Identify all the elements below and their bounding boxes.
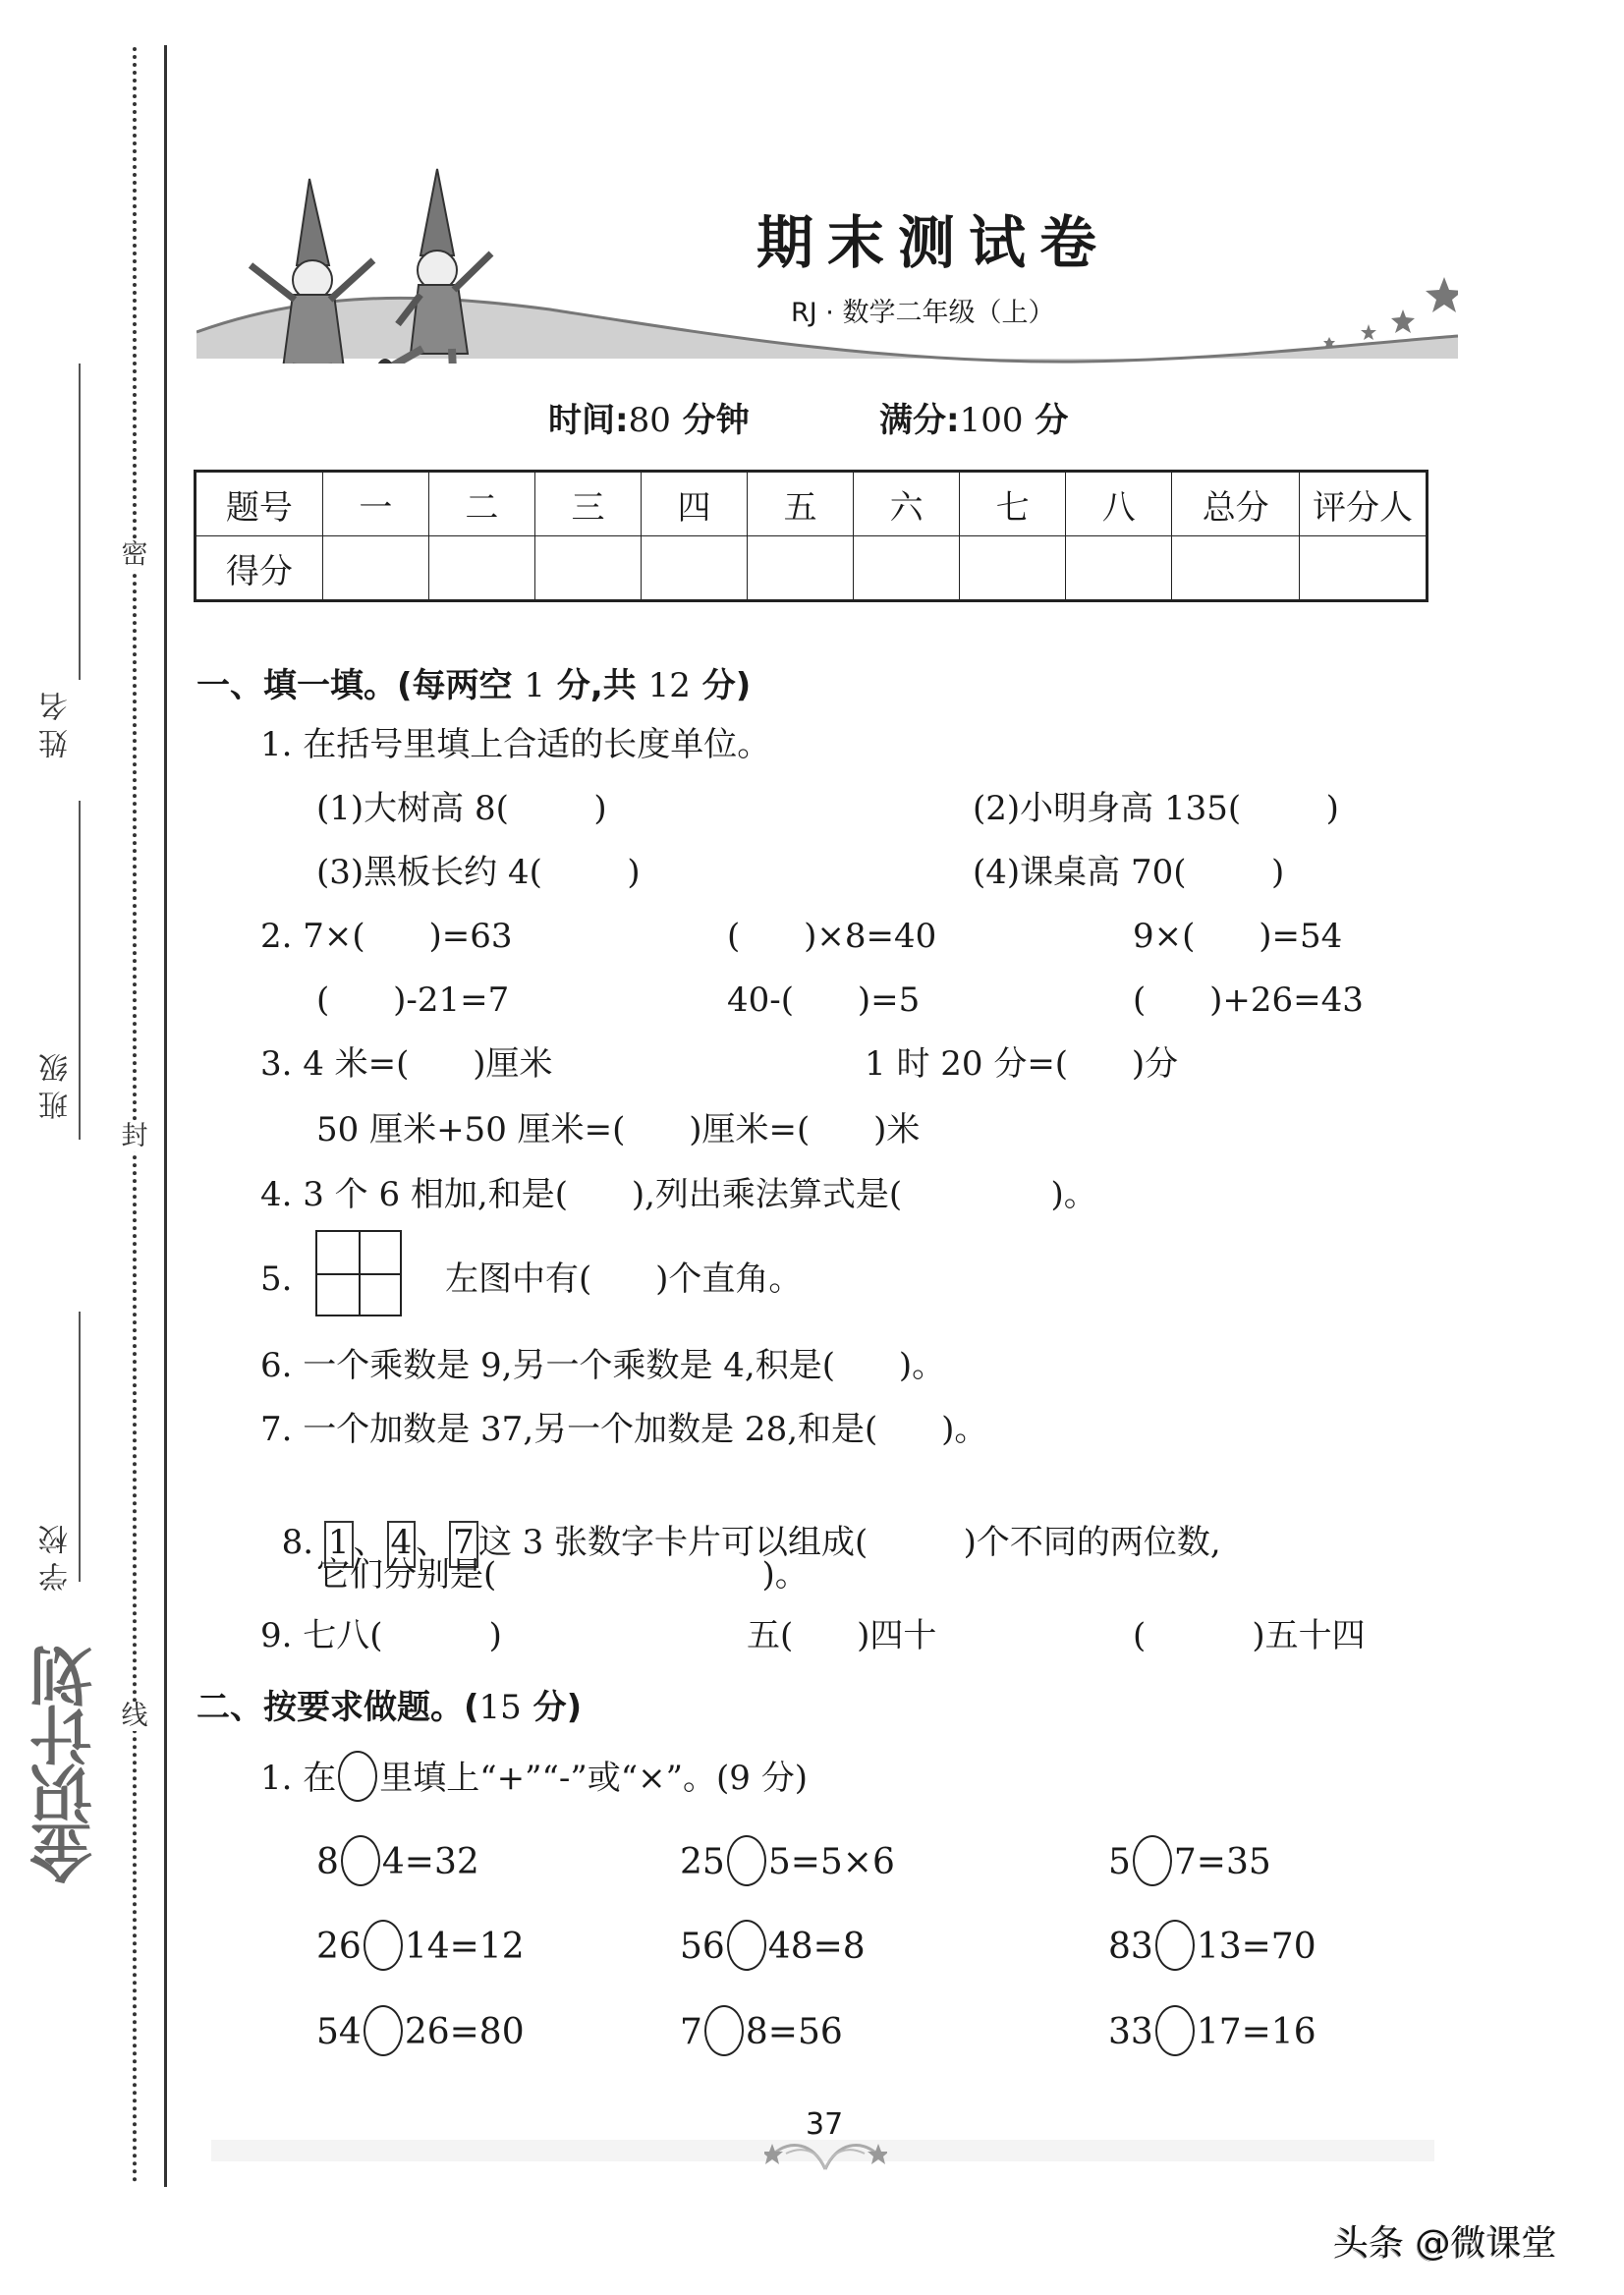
q2-r2c2[interactable]: 40-( )=5	[727, 980, 921, 1020]
table-header-cell: 一	[322, 472, 428, 536]
score-table-score-row	[196, 536, 1428, 601]
q2-r2c3[interactable]: ( )+26=43	[1133, 980, 1364, 1020]
digit-card-7: 7	[449, 1521, 478, 1568]
table-header-cell: 七	[960, 472, 1066, 536]
time-value: 80	[628, 401, 671, 440]
operator-circle-input[interactable]	[364, 1920, 403, 1971]
equation-row	[316, 1837, 479, 1890]
score-cell[interactable]	[1066, 536, 1172, 601]
seal-dotted-line	[133, 47, 137, 2184]
q8-text[interactable]: 这 3 张数字卡片可以组成( )个不同的两位数,	[477, 1523, 1221, 1562]
stem-text: 里填上“+”“-”或“×”。(9 分)	[379, 1759, 808, 1798]
score-table	[194, 470, 1428, 602]
q1-item-d[interactable]: (4)课桌高 70( )	[973, 853, 1285, 892]
q2-r1c2[interactable]: ( )×8=40	[727, 917, 937, 956]
operator-circle-input[interactable]	[727, 1920, 766, 1971]
score-row-label: 得分	[196, 536, 323, 601]
operand: 4=32	[381, 1842, 479, 1882]
equation-row	[680, 1922, 866, 1975]
operand: 7=35	[1173, 1842, 1271, 1882]
heading-number: 15	[478, 1688, 522, 1727]
score-cell[interactable]	[322, 536, 428, 601]
q2-r1c3[interactable]: 9×( )=54	[1133, 917, 1343, 956]
seal-char-mi: 密	[121, 539, 148, 570]
table-header-cell: 二	[428, 472, 534, 536]
q3-c[interactable]: 50 厘米+50 厘米=( )厘米=( )米	[316, 1110, 921, 1149]
score-cell[interactable]	[641, 536, 747, 601]
stem-text: 1. 在	[260, 1759, 337, 1798]
score-cell[interactable]	[534, 536, 641, 601]
right-angle-figure	[315, 1230, 402, 1316]
operand: 13=70	[1196, 1927, 1316, 1967]
class-field-line[interactable]	[79, 801, 81, 1140]
operand: 48=8	[767, 1927, 866, 1967]
score-label: 满分:	[879, 401, 960, 440]
class-label: 班级	[35, 1039, 79, 1126]
q3-b[interactable]: 1 时 20 分=( )分	[865, 1044, 1179, 1084]
heading-text: 一、填一填。(每两空	[196, 666, 525, 705]
q1-item-b[interactable]: (2)小明身高 135( )	[973, 789, 1339, 828]
score-table-header-row	[196, 472, 1428, 536]
q4[interactable]: 4. 3 个 6 相加,和是( ),列出乘法算式是( )。	[260, 1175, 1097, 1214]
operand: 17=16	[1196, 2012, 1316, 2052]
operand: 26=80	[404, 2012, 525, 2052]
operand: 5=5×6	[767, 1842, 895, 1882]
operator-circle-input[interactable]	[1155, 1920, 1195, 1971]
seal-char-xian: 线	[121, 1701, 148, 1731]
q9-a[interactable]: 9. 七八( )	[260, 1616, 502, 1655]
operand: 25	[680, 1842, 725, 1882]
exam-time	[548, 393, 750, 441]
heading-number: 12	[647, 666, 691, 705]
table-header-cell: 四	[641, 472, 747, 536]
operator-circle-input[interactable]	[341, 1835, 380, 1886]
heading-text: 分)	[521, 1688, 583, 1727]
operand: 83	[1108, 1927, 1153, 1967]
score-cell[interactable]	[1172, 536, 1300, 601]
q5-text[interactable]: 左图中有( )个直角。	[445, 1259, 803, 1299]
margin-solid-line	[164, 45, 167, 2187]
q8-number: 8.	[281, 1523, 314, 1562]
operand: 26	[316, 1927, 362, 1967]
school-label: 学校	[35, 1511, 79, 1597]
operator-circle-input[interactable]	[704, 2005, 744, 2056]
equation-row	[1108, 2007, 1316, 2060]
school-field-line[interactable]	[79, 1312, 81, 1582]
equation-row	[316, 1922, 525, 1975]
operand: 14=12	[404, 1927, 525, 1967]
equation-row	[680, 1837, 895, 1890]
table-header-cell: 六	[854, 472, 960, 536]
circle-icon	[338, 1751, 377, 1802]
table-header-cell: 题号	[196, 472, 323, 536]
digit-card-1: 1	[324, 1521, 354, 1568]
heading-text: 分,共	[545, 666, 648, 705]
operand: 54	[316, 2012, 362, 2052]
heading-number: 1	[524, 666, 546, 705]
q9-c[interactable]: ( )五十四	[1133, 1616, 1366, 1655]
heading-text: 二、按要求做题。(	[196, 1688, 479, 1727]
q7[interactable]: 7. 一个加数是 37,另一个加数是 28,和是( )。	[260, 1410, 988, 1449]
q2-r2c1[interactable]: ( )-21=7	[316, 980, 510, 1020]
q9-b[interactable]: 五( )四十	[747, 1616, 937, 1655]
q5-number: 5.	[260, 1259, 293, 1299]
q8-line2[interactable]: 它们分别是( )。	[316, 1555, 809, 1595]
score-cell[interactable]	[960, 536, 1066, 601]
operator-circle-input[interactable]	[1133, 1835, 1172, 1886]
digit-card-4: 4	[387, 1521, 417, 1568]
score-cell[interactable]	[428, 536, 534, 601]
score-unit: 分	[1035, 401, 1069, 440]
table-header-cell: 五	[748, 472, 854, 536]
section-1-heading	[196, 658, 751, 706]
score-value: 100	[959, 401, 1024, 440]
operand: 8	[316, 1842, 339, 1882]
equation-row	[1108, 1837, 1271, 1890]
operand: 5	[1108, 1842, 1131, 1882]
score-cell[interactable]	[748, 536, 854, 601]
page-title: 期末测试卷	[756, 209, 1111, 276]
operator-circle-input[interactable]	[727, 1835, 766, 1886]
page-number: 37	[806, 2107, 844, 2142]
q1-item-c[interactable]: (3)黑板长约 4( )	[316, 853, 641, 892]
q1-stem: 1. 在括号里填上合适的长度单位。	[260, 725, 771, 764]
separator: 、	[353, 1523, 387, 1562]
table-header-cell: 评分人	[1300, 472, 1428, 536]
q6[interactable]: 6. 一个乘数是 9,另一个乘数是 4,积是( )。	[260, 1346, 946, 1385]
operand: 56	[680, 1927, 725, 1967]
name-label: 姓名	[35, 678, 79, 764]
score-cell[interactable]	[1300, 536, 1428, 601]
operator-circle-input[interactable]	[1155, 2005, 1195, 2056]
brand-logo: 金识计划	[30, 1649, 103, 1884]
operator-circle-input[interactable]	[364, 2005, 403, 2056]
equation-row	[316, 2007, 525, 2060]
q3-a[interactable]: 3. 4 米=( )厘米	[260, 1044, 553, 1084]
table-header-cell: 八	[1066, 472, 1172, 536]
time-unit: 分钟	[682, 401, 750, 440]
full-score	[879, 393, 1068, 441]
score-cell[interactable]	[854, 536, 960, 601]
table-header-cell: 三	[534, 472, 641, 536]
page-subtitle: RJ · 数学二年级（上）	[791, 298, 1055, 328]
equation-row	[1108, 1922, 1316, 1975]
s2-q1-stem	[260, 1755, 808, 1806]
heading-text: 分)	[690, 666, 752, 705]
name-field-line[interactable]	[79, 364, 81, 680]
q1-item-a[interactable]: (1)大树高 8( )	[316, 789, 607, 828]
seal-char-feng: 封	[121, 1121, 148, 1151]
watermark: 头条 @微课堂	[1333, 2223, 1557, 2264]
section-2-heading	[196, 1680, 582, 1728]
operand: 8=56	[745, 2012, 843, 2052]
separator: 、	[416, 1523, 450, 1562]
time-label: 时间:	[548, 401, 629, 440]
q2-r1c1[interactable]: 2. 7×( )=63	[260, 917, 513, 956]
operand: 7	[680, 2012, 702, 2052]
equation-row	[680, 2007, 843, 2060]
operand: 33	[1108, 2012, 1153, 2052]
table-header-cell: 总分	[1172, 472, 1300, 536]
